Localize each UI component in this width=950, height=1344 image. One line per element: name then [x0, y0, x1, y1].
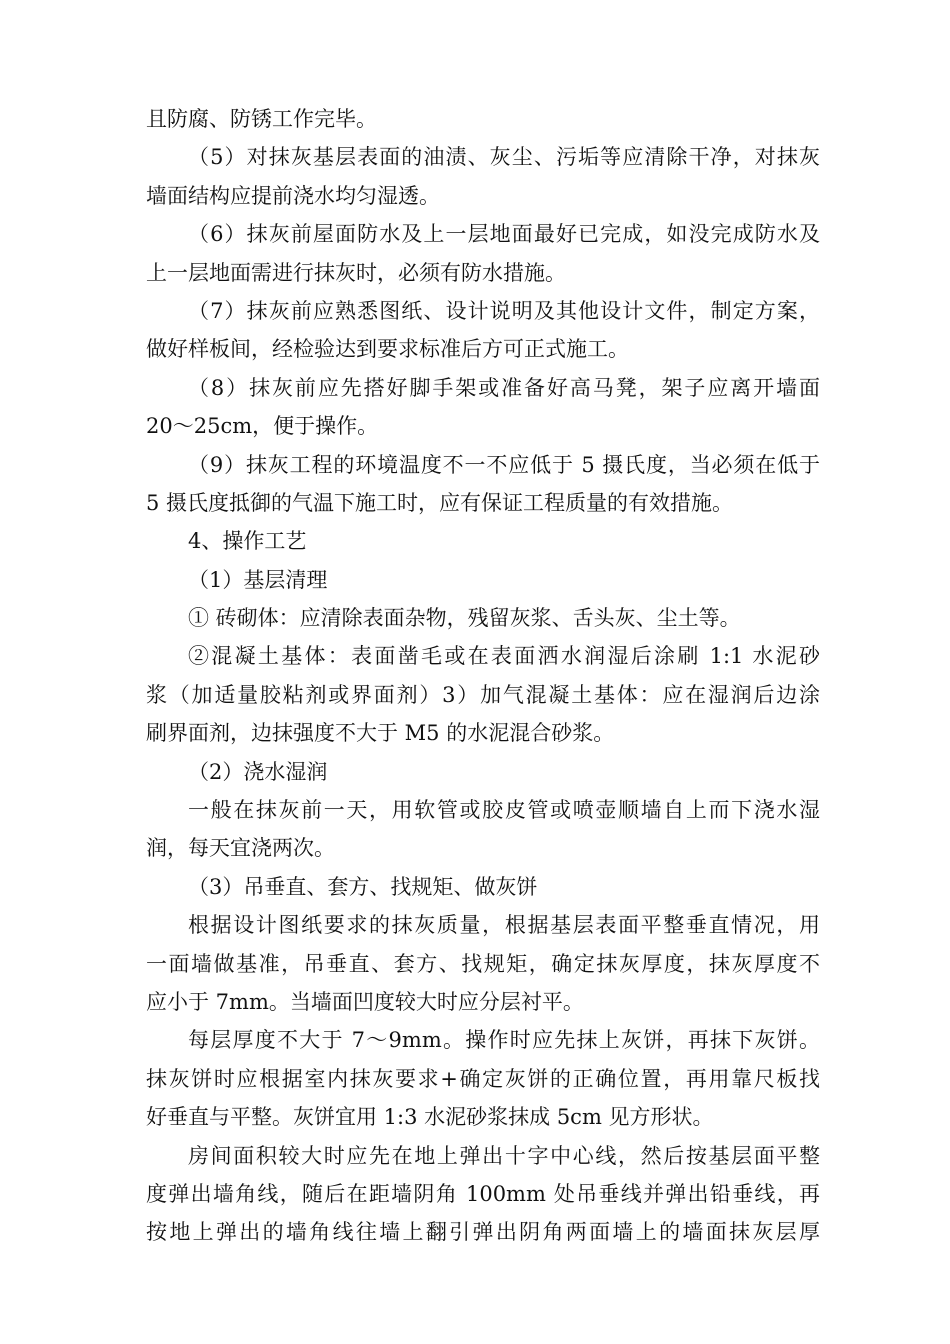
- text-line: （7）抹灰前应熟悉图纸、设计说明及其他设计文件，制定方案，: [188, 298, 820, 323]
- text-line: （8）抹灰前应先搭好脚手架或准备好高马凳，架子应离开墙面: [188, 375, 820, 400]
- text-line: 20～25cm，便于操作。: [146, 414, 379, 439]
- text-line: 根据设计图纸要求的抹灰质量，根据基层表面平整垂直情况，用: [188, 913, 820, 938]
- text-line: 好垂直与平整。灰饼宜用 1:3 水泥砂浆抹成 5cm 见方形状。: [146, 1105, 714, 1130]
- text-line: 刷界面剂，边抹强度不大于 M5 的水泥混合砂浆。: [146, 721, 615, 746]
- text-line: 每层厚度不大于 7～9mm。操作时应先抹上灰饼，再抹下灰饼。: [188, 1028, 820, 1053]
- text-line: 润，每天宜浇两次。: [146, 836, 335, 861]
- text-line: 5 摄氏度抵御的气温下施工时，应有保证工程质量的有效措施。: [146, 490, 734, 515]
- text-line: 4、操作工艺: [188, 529, 307, 554]
- text-line: 房间面积较大时应先在地上弹出十字中心线，然后按基层面平整: [188, 1143, 820, 1168]
- text-line: 浆（加适量胶粘剂或界面剂）3）加气混凝土基体：应在湿润后边涂: [146, 682, 820, 707]
- text-line: 抹灰饼时应根据室内抹灰要求+确定灰饼的正确位置，再用靠尺板找: [146, 1066, 820, 1091]
- text-line: 一面墙做基准，吊垂直、套方、找规矩，确定抹灰厚度，抹灰厚度不: [146, 951, 820, 976]
- text-line: 且防腐、防锈工作完毕。: [146, 107, 377, 131]
- text-line: （9）抹灰工程的环境温度不一不应低于 5 摄氏度，当必须在低于: [188, 452, 820, 477]
- text-line: （3）吊垂直、套方、找规矩、做灰饼: [188, 874, 538, 899]
- document-body: [146, 100, 820, 1252]
- text-line: 按地上弹出的墙角线往墙上翻引弹出阴角两面墙上的墙面抹灰层厚: [146, 1220, 820, 1245]
- text-line: 应小于 7mm。当墙面凹度较大时应分层衬平。: [146, 989, 584, 1014]
- text-line: 上一层地面需进行抹灰时，必须有防水措施。: [146, 260, 566, 285]
- text-line: ① 砖砌体：应清除表面杂物，残留灰浆、舌头灰、尘土等。: [188, 606, 741, 631]
- text-line: 做好样板间，经检验达到要求标准后方可正式施工。: [146, 337, 629, 362]
- text-line: （6）抹灰前屋面防水及上一层地面最好已完成，如没完成防水及: [188, 222, 820, 247]
- text-line: 墙面结构应提前浇水均匀湿透。: [146, 183, 440, 208]
- text-line: 度弹出墙角线，随后在距墙阴角 100mm 处吊垂线并弹出铅垂线，再: [146, 1181, 820, 1206]
- text-line: ②混凝土基体：表面凿毛或在表面洒水润湿后涂刷 1:1 水泥砂: [188, 644, 820, 669]
- text-line: （2）浇水湿润: [188, 759, 328, 784]
- text-line: （1）基层清理: [188, 567, 328, 592]
- text-line: （5）对抹灰基层表面的油渍、灰尘、污垢等应清除干净，对抹灰: [188, 145, 820, 170]
- text-line: 一般在抹灰前一天，用软管或胶皮管或喷壶顺墙自上而下浇水湿: [188, 798, 820, 823]
